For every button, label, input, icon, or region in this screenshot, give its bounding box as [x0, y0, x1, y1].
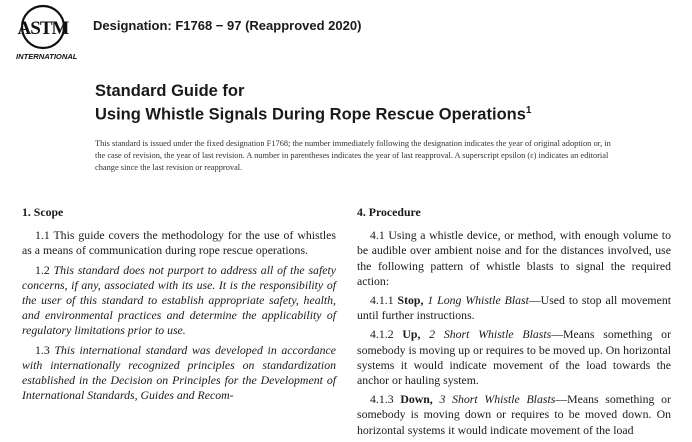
scope-paragraph-2: 1.2 This standard does not purport to address all of the safety concerns, if any, associated with its use. It is the responsibility of the user of this standard to establish appropriate safety, health, and environmental practices and determine the applicability of regulatory limitations prior to use.: [22, 262, 336, 338]
procedure-paragraph-1: 4.1 Using a whistle device, or method, with enough volume to be audible over ambient noise and for the distances involved, use the following pattern of whistle blasts to signal the required action:: [357, 228, 671, 288]
procedure-paragraph-down: 4.1.3 Down, 3 Short Whistle Blasts—Means something or somebody is moving down or requires to be moved down. On horizontal systems it would indicate movement of the load: [357, 392, 671, 437]
procedure-section: [357, 205, 671, 442]
scope-paragraph-3: 1.3 This international standard was developed in accordance with internationally recognized principles on standardization established in the Decision on Principles for the Development of International Standards, Guides and Recom-: [22, 342, 336, 403]
title-footnote-mark: 1: [525, 105, 532, 116]
document-title: [95, 82, 531, 125]
procedure-paragraph-up: 4.1.2 Up, 2 Short Whistle Blasts—Means something or somebody is moving up or requires to be moved up. On horizontal systems it would indicate movement of the load towards the anchor or hauling system.: [357, 327, 671, 388]
svg-text:ASTM: ASTM: [17, 18, 69, 39]
designation: Designation: F1768 − 97 (Reapproved 2020): [93, 18, 362, 33]
issuance-notice: This standard is issued under the fixed designation F1768; the number immediately following the designation indicates the year of original adoption or, in the case of revision, the year of last revision. A number in parentheses indicates the year of last reapproval. A superscript epsilon (ε) indicates an editorial change since the last revision or reapproval.: [95, 139, 611, 172]
procedure-paragraph-stop: 4.1.1 Stop, 1 Long Whistle Blast—Used to stop all movement until further instructions.: [357, 293, 671, 323]
procedure-heading: 4. Procedure: [357, 205, 421, 219]
scope-paragraph-1: 1.1 This guide covers the methodology for the use of whistles as a means of communication during rope rescue operations.: [22, 228, 336, 258]
logo-text: INTERNATIONAL: [16, 52, 78, 61]
scope-section: [22, 205, 336, 407]
scope-heading: 1. Scope: [22, 205, 64, 219]
title-line-2: Using Whistle Signals During Rope Rescue Operations$^1$: [95, 105, 532, 124]
astm-logo: [13, 3, 95, 61]
title-line-1: Standard Guide for: [95, 82, 245, 100]
